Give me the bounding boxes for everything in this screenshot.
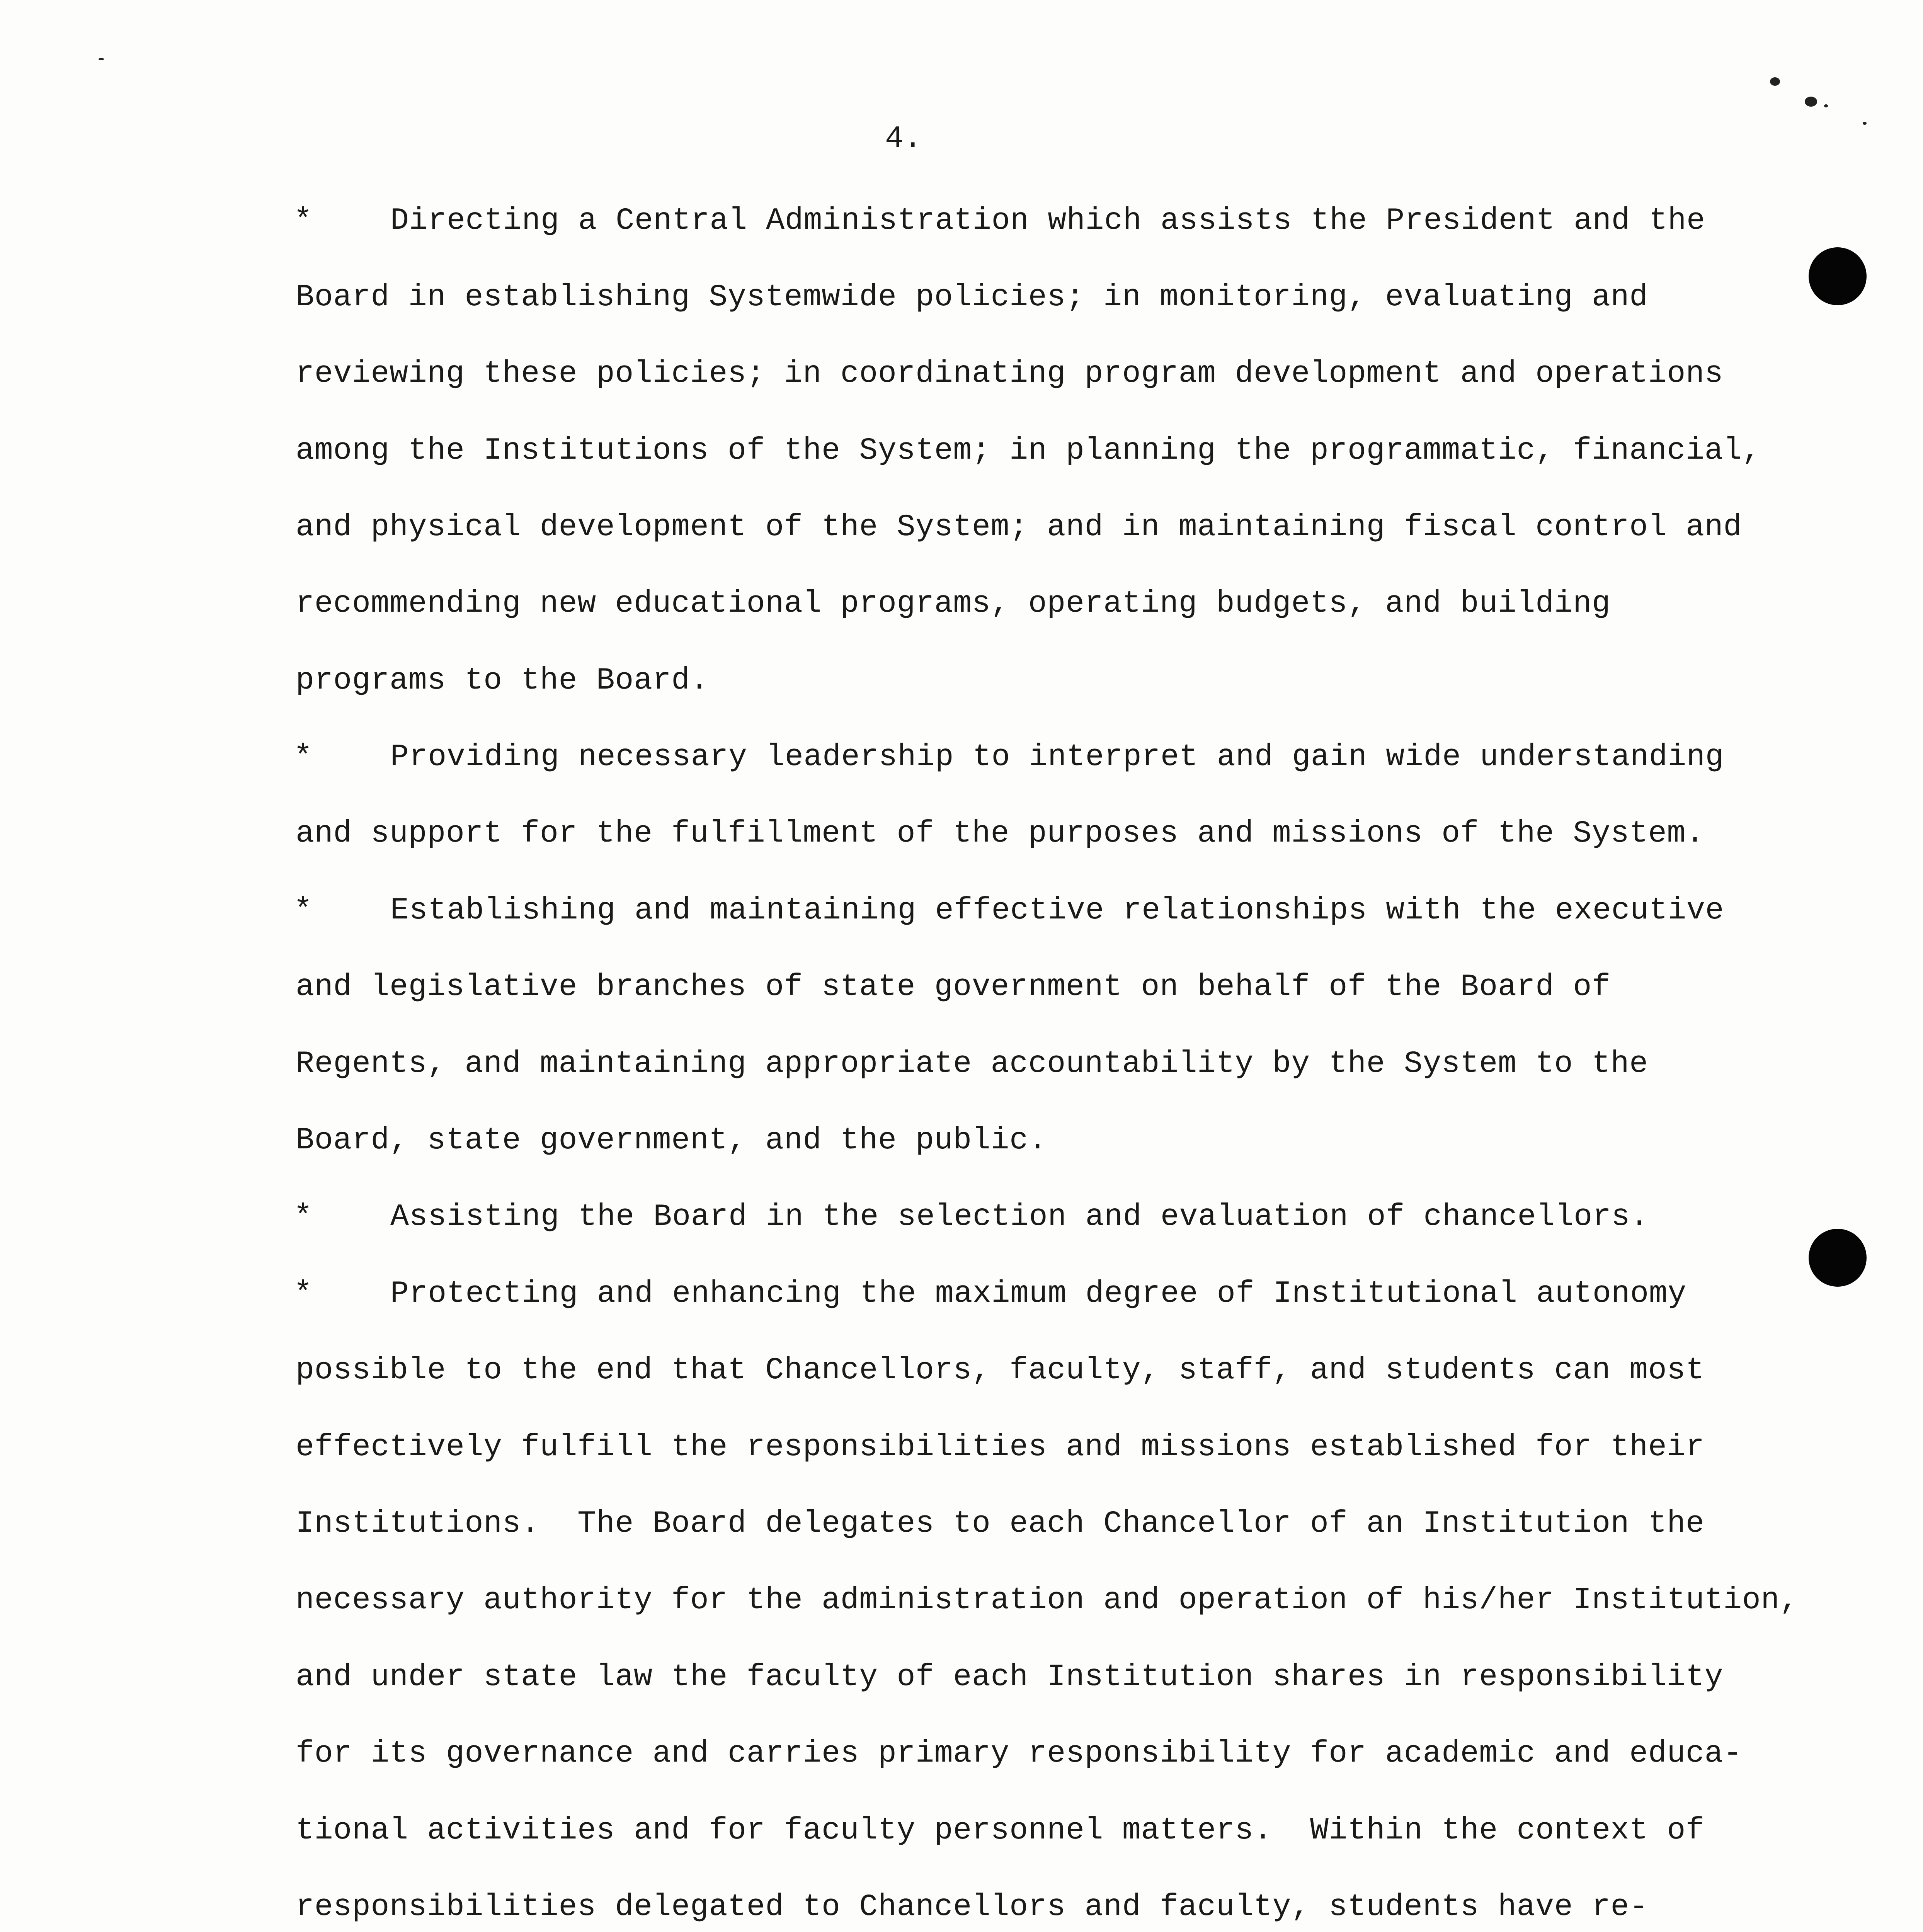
bullet-5-line-8: tional activities and for faculty personnel matters. Within the context of xyxy=(296,1813,1705,1848)
bullet-1-line-5: and physical development of the System; and in maintaining fiscal control and xyxy=(296,510,1742,545)
bullet-1-line-7: programs to the Board. xyxy=(296,663,709,698)
bullet-5-line-1: Protecting and enhancing the maximum degree of Institutional autonomy xyxy=(390,1276,1686,1311)
bullet-5-line-5: necessary authority for the administration and operation of his/her Institution, xyxy=(296,1583,1799,1618)
bullet-marker: * xyxy=(294,1199,313,1235)
bullet-5-line-2: possible to the end that Chancellors, faculty, staff, and students can most xyxy=(296,1353,1705,1388)
bullet-5-line-7: for its governance and carries primary responsibility for academic and educa- xyxy=(296,1736,1742,1771)
scan-speck xyxy=(99,58,104,60)
punch-hole-middle xyxy=(1809,1229,1867,1287)
scan-speck xyxy=(1770,77,1780,86)
bullet-marker: * xyxy=(294,893,313,928)
bullet-1-line-4: among the Institutions of the System; in planning the programmatic, financial, xyxy=(296,433,1761,468)
bullet-marker: * xyxy=(294,203,313,238)
bullet-1-line-6: recommending new educational programs, operating budgets, and building xyxy=(296,586,1611,621)
bullet-5-line-6: and under state law the faculty of each Institution shares in responsibility xyxy=(296,1660,1724,1695)
bullet-3-line-2: and legislative branches of state government on behalf of the Board of xyxy=(296,969,1611,1005)
bullet-2-line-1: Providing necessary leadership to interpret and gain wide understanding xyxy=(390,740,1724,775)
bullet-3-line-1: Establishing and maintaining effective relationships with the executive xyxy=(390,893,1724,928)
bullet-5-line-9: responsibilities delegated to Chancellors and faculty, students have re- xyxy=(296,1889,1648,1925)
bullet-5-line-4: Institutions. The Board delegates to each Chancellor of an Institution the xyxy=(296,1506,1705,1541)
bullet-3-line-4: Board, state government, and the public. xyxy=(296,1123,1047,1158)
bullet-marker: * xyxy=(294,1276,313,1311)
scan-speck xyxy=(1805,97,1817,107)
bullet-3-line-3: Regents, and maintaining appropriate accountability by the System to the xyxy=(296,1046,1648,1082)
bullet-marker: * xyxy=(294,740,313,775)
bullet-4-line-1: Assisting the Board in the selection and evaluation of chancellors. xyxy=(390,1199,1649,1235)
bullet-1-line-3: reviewing these policies; in coordinating program development and operations xyxy=(296,356,1724,391)
page-number: 4. xyxy=(885,121,922,156)
bullet-1-line-2: Board in establishing Systemwide policies; in monitoring, evaluating and xyxy=(296,280,1648,315)
bullet-2-line-2: and support for the fulfillment of the purposes and missions of the System. xyxy=(296,816,1705,851)
scan-speck xyxy=(1863,122,1867,125)
scan-speck xyxy=(1824,104,1828,107)
punch-hole-top xyxy=(1809,247,1867,305)
bullet-1-line-1: Directing a Central Administration which assists the President and the xyxy=(390,203,1705,238)
bullet-5-line-3: effectively fulfill the responsibilities and missions established for their xyxy=(296,1430,1705,1465)
